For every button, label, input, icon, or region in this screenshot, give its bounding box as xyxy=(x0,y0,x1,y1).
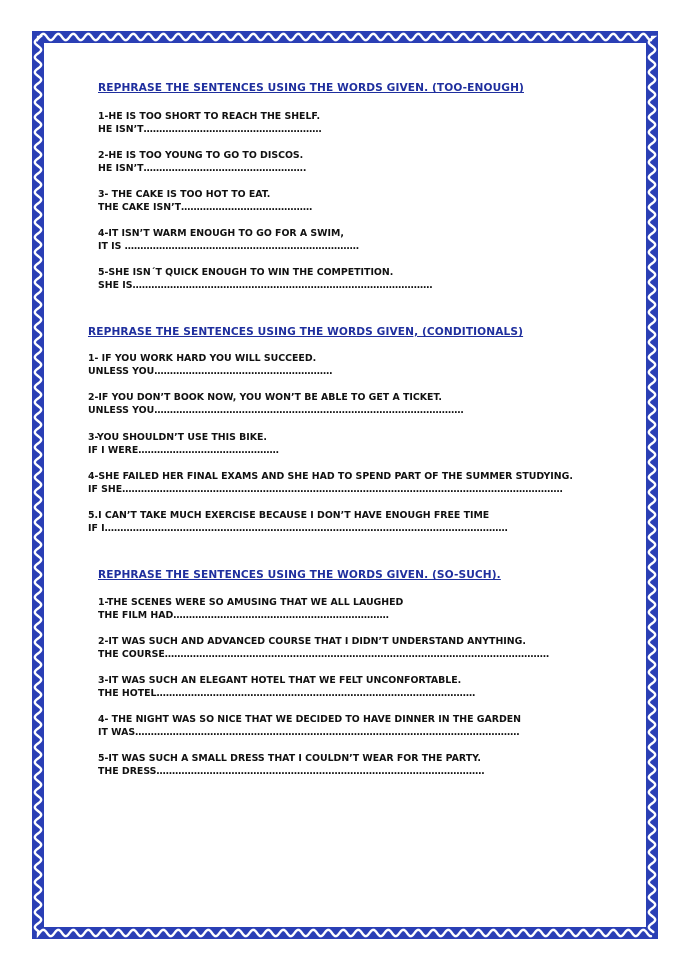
answer-line[interactable]: THE COURSE…………………………………………………………………………………………………………… xyxy=(98,649,550,660)
answer-line[interactable]: IF I WERE……………………………………… xyxy=(88,445,279,456)
exercise-prompt: 3- THE CAKE IS TOO HOT TO EAT. xyxy=(98,189,271,200)
answer-line[interactable]: IF I………………………………………………………………………………………………………………… xyxy=(88,523,508,534)
answer-line[interactable]: HE ISN’T………………………………………………… xyxy=(98,124,322,135)
exercise-prompt: 5.I CAN’T TAKE MUCH EXERCISE BECAUSE I DON’T HAVE ENOUGH FREE TIME xyxy=(88,510,490,521)
answer-line[interactable]: IT IS ………………………………………………………………… xyxy=(98,241,360,252)
exercise-prompt: 2-IT WAS SUCH AND ADVANCED COURSE THAT I DIDN’T UNDERSTAND ANYTHING. xyxy=(98,636,526,647)
exercise-prompt: 4-SHE FAILED HER FINAL EXAMS AND SHE HAD TO SPEND PART OF THE SUMMER STUDYING. xyxy=(88,471,573,482)
exercise-prompt: 3-YOU SHOULDN’T USE THIS BIKE. xyxy=(88,432,267,443)
answer-line[interactable]: UNLESS YOU……………………………………………………………………………………… xyxy=(88,405,464,416)
section-title-too-enough: REPHRASE THE SENTENCES USING THE WORDS GIVEN. (TOO-ENOUGH) xyxy=(98,82,524,94)
wave-line xyxy=(38,930,651,936)
answer-line[interactable]: THE CAKE ISN’T…………………………………… xyxy=(98,202,313,213)
wave-line xyxy=(38,34,651,40)
section-title-conditionals: REPHRASE THE SENTENCES USING THE WORDS GIVEN, (CONDITIONALS) xyxy=(88,326,524,338)
wave-line xyxy=(35,37,41,932)
section-title-so-such: REPHRASE THE SENTENCES USING THE WORDS GIVEN. (SO-SUCH). xyxy=(98,569,501,581)
exercise-prompt: 5-IT WAS SUCH A SMALL DRESS THAT I COULDN’T WEAR FOR THE PARTY. xyxy=(98,753,481,764)
exercise-prompt: 5-SHE ISN´T QUICK ENOUGH TO WIN THE COMPETITION. xyxy=(98,267,394,278)
wave-line xyxy=(649,37,655,932)
exercise-prompt: 1-HE IS TOO SHORT TO REACH THE SHELF. xyxy=(98,111,321,122)
exercise-prompt: 4- THE NIGHT WAS SO NICE THAT WE DECIDED TO HAVE DINNER IN THE GARDEN xyxy=(98,714,521,725)
answer-line[interactable]: THE FILM HAD…………………………………………………………… xyxy=(98,610,389,621)
answer-line[interactable]: IF SHE…………………………………………………………………………………………………………………………… xyxy=(88,484,563,495)
answer-line[interactable]: IT WAS…………………………………………………………………………………………………………… xyxy=(98,727,520,738)
exercise-prompt: 1- IF YOU WORK HARD YOU WILL SUCCEED. xyxy=(88,353,317,364)
answer-line[interactable]: UNLESS YOU………………………………………………… xyxy=(88,366,333,377)
exercise-prompt: 2-HE IS TOO YOUNG TO GO TO DISCOS. xyxy=(98,150,304,161)
answer-line[interactable]: SHE IS…………………………………………………………………………………… xyxy=(98,280,433,291)
exercise-prompt: 2-IF YOU DON’T BOOK NOW, YOU WON’T BE ABLE TO GET A TICKET. xyxy=(88,392,442,403)
answer-line[interactable]: THE DRESS…………………………………………………………………………………………… xyxy=(98,766,485,777)
exercise-prompt: 1-THE SCENES WERE SO AMUSING THAT WE ALL LAUGHED xyxy=(98,597,404,608)
exercise-prompt: 3-IT WAS SUCH AN ELEGANT HOTEL THAT WE FELT UNCONFORTABLE. xyxy=(98,675,462,686)
exercise-prompt: 4-IT ISN’T WARM ENOUGH TO GO FOR A SWIM, xyxy=(98,228,344,239)
answer-line[interactable]: THE HOTEL………………………………………………………………………………………… xyxy=(98,688,476,699)
answer-line[interactable]: HE ISN’T……………………………………………. xyxy=(98,163,307,174)
